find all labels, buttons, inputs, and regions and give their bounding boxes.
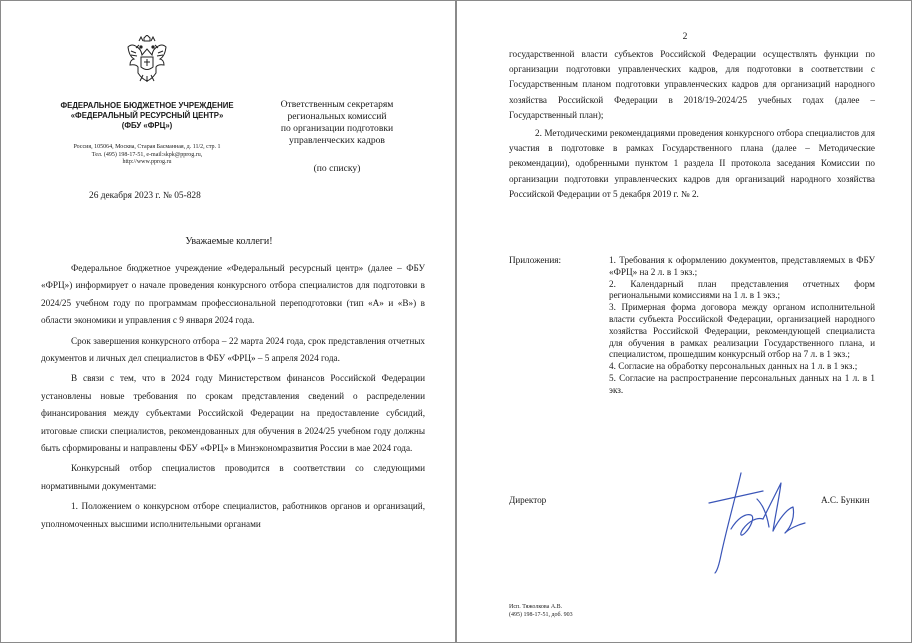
- performer-info: Исп. Тяжолкова А.В. (495) 198-17-51, доб. 903: [509, 604, 573, 618]
- paragraph: 1. Положением о конкурсном отборе специалистов, работников органов и организаций, уполномоченных высшими исполнительными органами: [41, 501, 425, 529]
- paragraph: 2. Методическими рекомендациями проведения конкурсного отбора специалистов для участия в подготовке в рамках Государственного плана (далее – Методические рекомендации), одобренными пунктом 1 раздела II протокола заседания Комиссии по организации подготовки управленческих кадров для организаций народного хозяйства Российской Федерации от 5 декабря 2019 г. № 2.: [509, 128, 875, 199]
- director-name: А.С. Бункин: [821, 495, 870, 505]
- letter-body-page1: [41, 260, 425, 536]
- organization-name: ФЕДЕРАЛЬНОЕ БЮДЖЕТНОЕ УЧРЕЖДЕНИЕ «ФЕДЕРАЛЬНЫЙ РЕСУРСНЫЙ ЦЕНТР» (ФБУ «ФРЦ»): [60, 101, 234, 130]
- addressee-block: Ответственным секретарям региональных комиссий по организации подготовки управленческих кадров: [280, 99, 394, 146]
- coat-of-arms-icon: [125, 35, 169, 83]
- attachments-label: Приложения:: [509, 255, 562, 265]
- paragraph: Федеральное бюджетное учреждение «Федеральный ресурсный центр» (далее – ФБУ «ФРЦ») информирует о начале проведения конкурсного отбора специалистов для подготовки в 2024/25 учебном году по программам профессиональной переподготовки (тип «А» и «В») в области экономики и управления с 9 января 2024 года.: [41, 263, 425, 326]
- page-number: 2: [682, 31, 688, 42]
- list-item: 1. Требования к оформлению документов, представляемых в ФБУ «ФРЦ» на 2 л. в 1 экз.;: [609, 255, 875, 277]
- director-position: Директор: [509, 495, 547, 505]
- letter-page-2: [456, 0, 912, 643]
- signature-image: [701, 469, 811, 575]
- list-item: 5. Согласие на распространение персональных данных на 1 л. в 1 экз.: [609, 372, 875, 395]
- list-item: 4. Согласие на обработку персональных данных на 1 л. в 1 экз.;: [609, 361, 858, 372]
- paragraph: В связи с тем, что в 2024 году Министерством финансов Российской Федерации установлены новые требования по срокам представления сведений о распределении финансирования между субъектами Российской Федерации на предоставление субсидий, итоговые списки специалистов, рекомендованных для обучения в 2024/25 учебном году должны быть сформированы и направлены ФБУ «ФРЦ» в Минэкономразвития России в мае 2024 года.: [41, 373, 425, 454]
- list-item: 3. Примерная форма договора между органом исполнительной власти субъекта Российской Федерации, организацией народного хозяйства Российской Федерации, рекомендующей специалиста для обучения в рамках реализации Государственного плана, и специалистом, прошедшим конкурсный отбор на 7 л. в 1 экз.;: [609, 302, 875, 360]
- letter-page-1: [0, 0, 456, 643]
- paragraph: Конкурсный отбор специалистов проводится в соответствии со следующими нормативными документами:: [41, 463, 425, 491]
- letter-date-number: 26 декабря 2023 г. № 05-828: [89, 191, 201, 201]
- addressee-by-list: (по списку): [313, 163, 361, 174]
- attachments-list: [609, 255, 875, 397]
- list-item: 2. Календарный план представления отчетных форм региональными комиссиями на 1 л. в 1 экз.;: [609, 278, 875, 301]
- organization-address: Россия, 105064, Москва, Старая Басманная, д. 11/2, стр. 1 Тел. (495) 198-17-51, e-mail:skpk@pprog.ru, http://www.pprog.ru: [73, 144, 221, 166]
- paragraph: государственной власти субъектов Российской Федерации осуществлять функции по организации подготовки управленческих кадров, для подготовки в соответствии с Государственным планом подготовки управленческих кадров для организаций народного хозяйства Российской Федерации в 2018/19-2024/25 учебных годах (далее – Государственный план);: [509, 49, 875, 120]
- paragraph: Срок завершения конкурсного отбора – 22 марта 2024 года, срок представления отчетных документов и личных дел специалистов в ФБУ «ФРЦ» – 5 апреля 2024 года.: [41, 335, 425, 364]
- salutation: Уважаемые коллеги!: [185, 236, 273, 247]
- letter-body-page2: [509, 47, 875, 205]
